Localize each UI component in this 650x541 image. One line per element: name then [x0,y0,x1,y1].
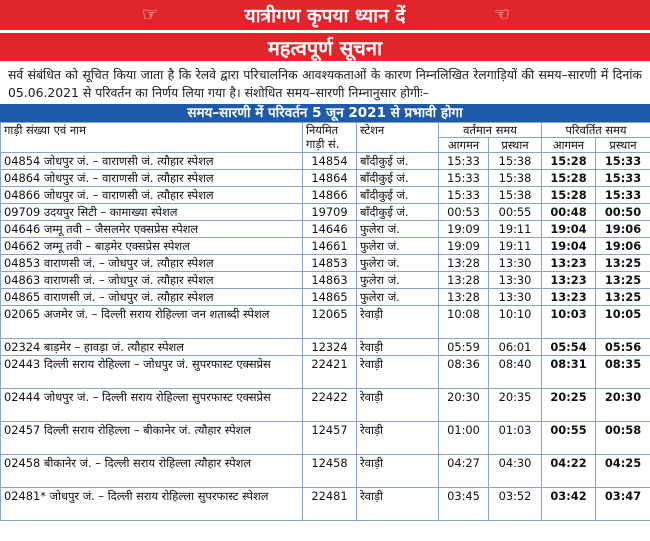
notice-text: सर्व संबंधित को सूचित किया जाता है कि रेलवे द्वारा परिचालनिक आवश्यकताओं के कारण निम्नलिखित रेलगाड़ियों की समय–सारणी में दिनांक 05.06.2021 से परिवर्तन का निर्णय लिया गया है। संशोधित समय–सारणी निम्नानुसार होगीः– [8,67,642,100]
table-row [1,238,650,255]
station-cell: रेवाड़ी [357,389,439,422]
current-arrival-cell: 03:45 [439,488,489,521]
train-cell: 02481* जोधपुर जं. – दिल्ली सराय रोहिल्ला सुपरफास्ट स्पेशल [1,488,303,521]
current-departure-cell: 01:03 [489,422,542,455]
regular-no-cell: 14864 [303,170,357,187]
notice-heading: महत्वपूर्ण सूचना [0,33,650,61]
current-departure-cell: 13:30 [489,255,542,272]
revised-departure-cell: 04:25 [596,455,650,488]
regular-no-cell: 14866 [303,187,357,204]
current-arrival-cell: 19:09 [439,238,489,255]
current-arrival-cell: 15:33 [439,187,489,204]
header-train: गाड़ी संख्या एवं नाम [1,123,303,153]
current-departure-cell: 15:38 [489,153,542,170]
current-departure-cell: 06:01 [489,339,542,356]
revised-departure-cell: 20:30 [596,389,650,422]
current-arrival-cell: 19:09 [439,221,489,238]
table-row [1,289,650,306]
train-cell: 02324 बाड़मेर – हावड़ा जं. त्यौहार स्पेशल [1,339,303,356]
regular-no-cell: 14646 [303,221,357,238]
station-cell: बाँदीकुई जं. [357,153,439,170]
regular-no-cell: 12457 [303,422,357,455]
table-title: समय–सारणी में परिवर्तन 5 जून 2021 से प्रभावी होगा [0,104,650,122]
timetable [0,122,650,521]
current-departure-cell: 15:38 [489,187,542,204]
current-arrival-cell: 04:27 [439,455,489,488]
table-row [1,455,650,488]
pointing-hand-left-icon: ☜ [493,4,510,25]
current-arrival-cell: 13:28 [439,255,489,272]
table-row [1,339,650,356]
station-cell: बाँदीकुई जं. [357,170,439,187]
regular-no-cell: 14863 [303,272,357,289]
table-row [1,187,650,204]
station-cell: फुलेरा जं. [357,238,439,255]
revised-arrival-cell: 13:23 [542,255,596,272]
revised-departure-cell: 15:33 [596,187,650,204]
revised-departure-cell: 10:05 [596,306,650,339]
table-row [1,272,650,289]
train-cell: 04863 वाराणसी जं. – जोधपुर जं. त्यौहार स्पेशल [1,272,303,289]
station-cell: बाँदीकुई जं. [357,187,439,204]
table-row [1,422,650,455]
top-banner [0,0,650,30]
table-row [1,255,650,272]
table-row [1,356,650,389]
current-departure-cell: 19:11 [489,238,542,255]
current-arrival-cell: 13:28 [439,289,489,306]
revised-arrival-cell: 15:28 [542,153,596,170]
revised-departure-cell: 05:56 [596,339,650,356]
revised-arrival-cell: 10:03 [542,306,596,339]
revised-departure-cell: 13:25 [596,255,650,272]
station-cell: रेवाड़ी [357,455,439,488]
pointing-hand-right-icon: ☞ [142,4,159,25]
current-arrival-cell: 01:00 [439,422,489,455]
current-departure-cell: 10:10 [489,306,542,339]
revised-arrival-cell: 13:23 [542,272,596,289]
header-revised-departure: प्रस्थान [596,138,650,153]
current-departure-cell: 15:38 [489,170,542,187]
current-departure-cell: 13:30 [489,272,542,289]
header-current-arrival: आगमन [439,138,489,153]
train-cell: 02065 अजमेर जं. – दिल्ली सराय रोहिल्ला जन शताब्दी स्पेशल [1,306,303,339]
train-cell: 04864 जोधपुर जं. – वाराणसी जं. त्यौहार स्पेशल [1,170,303,187]
revised-departure-cell: 00:50 [596,204,650,221]
header-current-time: वर्तमान समय [439,123,542,138]
train-cell: 04646 जम्मू तवी – जैसलमेर एक्सप्रेस स्पेशल [1,221,303,238]
revised-departure-cell: 13:25 [596,272,650,289]
table-row [1,153,650,170]
train-cell: 02444 जोधपुर जं. – दिल्ली सराय रोहिल्ला सुपरफास्ट एक्सप्रेस [1,389,303,422]
train-cell: 09709 उदयपुर सिटी – कामाख्या स्पेशल [1,204,303,221]
header-revised-time: परिवर्तित समय [542,123,650,138]
regular-no-cell: 14661 [303,238,357,255]
regular-no-cell: 14865 [303,289,357,306]
current-departure-cell: 19:11 [489,221,542,238]
train-cell: 04662 जम्मू तवी – बाड़मेर एक्सप्रेस स्पेशल [1,238,303,255]
train-cell: 04866 जोधपुर जं. – वाराणसी जं. त्यौहार स्पेशल [1,187,303,204]
regular-no-cell: 12065 [303,306,357,339]
revised-arrival-cell: 00:48 [542,204,596,221]
table-row [1,204,650,221]
revised-arrival-cell: 15:28 [542,170,596,187]
revised-arrival-cell: 19:04 [542,221,596,238]
station-cell: फुलेरा जं. [357,255,439,272]
regular-no-cell: 22422 [303,389,357,422]
regular-no-cell: 12458 [303,455,357,488]
revised-departure-cell: 00:58 [596,422,650,455]
header-revised-arrival: आगमन [542,138,596,153]
regular-no-cell: 19709 [303,204,357,221]
train-cell: 04853 वाराणसी जं. – जोधपुर जं. त्यौहार स्पेशल [1,255,303,272]
header-station: स्टेशन [357,123,439,153]
station-cell: रेवाड़ी [357,488,439,521]
revised-arrival-cell: 08:31 [542,356,596,389]
table-row [1,488,650,521]
current-arrival-cell: 15:33 [439,153,489,170]
station-cell: रेवाड़ी [357,356,439,389]
current-departure-cell: 03:52 [489,488,542,521]
train-cell: 02457 दिल्ली सराय रोहिल्ला – बीकानेर जं. त्यौहार स्पेशल [1,422,303,455]
table-row [1,221,650,238]
current-departure-cell: 13:30 [489,289,542,306]
train-cell: 02443 दिल्ली सराय रोहिल्ला – जोधपुर जं. सुपरफास्ट एक्सप्रेस [1,356,303,389]
current-arrival-cell: 15:33 [439,170,489,187]
station-cell: फुलेरा जं. [357,272,439,289]
current-arrival-cell: 13:28 [439,272,489,289]
station-cell: रेवाड़ी [357,306,439,339]
train-cell: 02458 बीकानेर जं. – दिल्ली सराय रोहिल्ला त्यौहार स्पेशल [1,455,303,488]
station-cell: रेवाड़ी [357,339,439,356]
regular-no-cell: 22481 [303,488,357,521]
table-row [1,389,650,422]
revised-departure-cell: 15:33 [596,170,650,187]
regular-no-cell: 14853 [303,255,357,272]
revised-arrival-cell: 04:22 [542,455,596,488]
revised-departure-cell: 19:06 [596,221,650,238]
revised-arrival-cell: 05:54 [542,339,596,356]
current-arrival-cell: 00:53 [439,204,489,221]
revised-arrival-cell: 00:55 [542,422,596,455]
regular-no-cell: 12324 [303,339,357,356]
table-row [1,306,650,339]
revised-arrival-cell: 13:23 [542,289,596,306]
table-row [1,170,650,187]
revised-arrival-cell: 20:25 [542,389,596,422]
current-departure-cell: 04:30 [489,455,542,488]
revised-departure-cell: 08:35 [596,356,650,389]
current-departure-cell: 08:40 [489,356,542,389]
header-regular-train-no: नियमित गाड़ी सं. [303,123,357,153]
current-arrival-cell: 08:36 [439,356,489,389]
current-arrival-cell: 20:30 [439,389,489,422]
current-departure-cell: 00:55 [489,204,542,221]
revised-arrival-cell: 19:04 [542,238,596,255]
current-departure-cell: 20:35 [489,389,542,422]
train-cell: 04854 जोधपुर जं. – वाराणसी जं. त्यौहार स्पेशल [1,153,303,170]
station-cell: फुलेरा जं. [357,221,439,238]
revised-arrival-cell: 03:42 [542,488,596,521]
regular-no-cell: 22421 [303,356,357,389]
current-arrival-cell: 10:08 [439,306,489,339]
regular-no-cell: 14854 [303,153,357,170]
station-cell: बाँदीकुई जं. [357,204,439,221]
current-arrival-cell: 05:59 [439,339,489,356]
revised-departure-cell: 03:47 [596,488,650,521]
station-cell: फुलेरा जं. [357,289,439,306]
banner-title: यात्रीगण कृपया ध्यान दें [244,5,406,27]
revised-arrival-cell: 15:28 [542,187,596,204]
revised-departure-cell: 19:06 [596,238,650,255]
train-cell: 04865 वाराणसी जं. – जोधपुर जं. त्यौहार स्पेशल [1,289,303,306]
header-current-departure: प्रस्थान [489,138,542,153]
station-cell: रेवाड़ी [357,422,439,455]
revised-departure-cell: 15:33 [596,153,650,170]
revised-departure-cell: 13:25 [596,289,650,306]
